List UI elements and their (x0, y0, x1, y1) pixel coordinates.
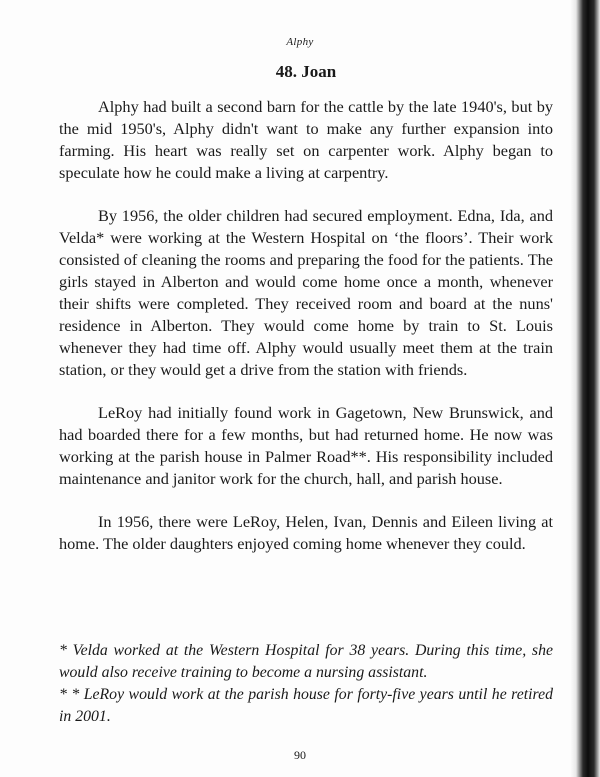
footnote: * Velda worked at the Western Hospital for 38 years. During this time, she would also receive training to become a nursing assistant. (59, 642, 553, 681)
body-text (59, 96, 553, 576)
paragraph: Alphy had built a second barn for the cattle by the late 1940's, but by the mid 1950's, Alphy didn't want to make any further expansion into farming. His heart was really set on carpenter work. Alphy began to speculate how he could make a living at carpentry. (59, 97, 553, 182)
paragraph: LeRoy had initially found work in Gagetown, New Brunswick, and had boarded there for a few months, but had returned home. He now was working at the parish house in Palmer Road**. His responsibility included maintenance and janitor work for the church, hall, and parish house. (59, 403, 553, 488)
book-spine-shadow (570, 0, 600, 777)
paragraph: By 1956, the older children had secured employment. Edna, Ida, and Velda* were working at the Western Hospital on ‘the floors’. Their work consisted of cleaning the rooms and preparing the food for the patients. The girls stayed in Alberton and would come home once a month, whenever their shifts were completed. They received room and board at the nuns' residence in Alberton. They would come home by train to St. Louis whenever they had time off. Alphy would usually meet them at the train station, or they would get a drive from the station with friends. (59, 206, 553, 379)
footnote: * * LeRoy would work at the parish house for forty-five years until he retired in 2001. (59, 686, 553, 725)
page-number: 90 (294, 748, 306, 762)
chapter-title: 48. Joan (275, 62, 337, 81)
running-head: Alphy (286, 36, 314, 48)
footnotes (59, 640, 553, 728)
paragraph: In 1956, there were LeRoy, Helen, Ivan, Dennis and Eileen living at home. The older daughters enjoyed coming home whenever they could. (59, 512, 553, 553)
